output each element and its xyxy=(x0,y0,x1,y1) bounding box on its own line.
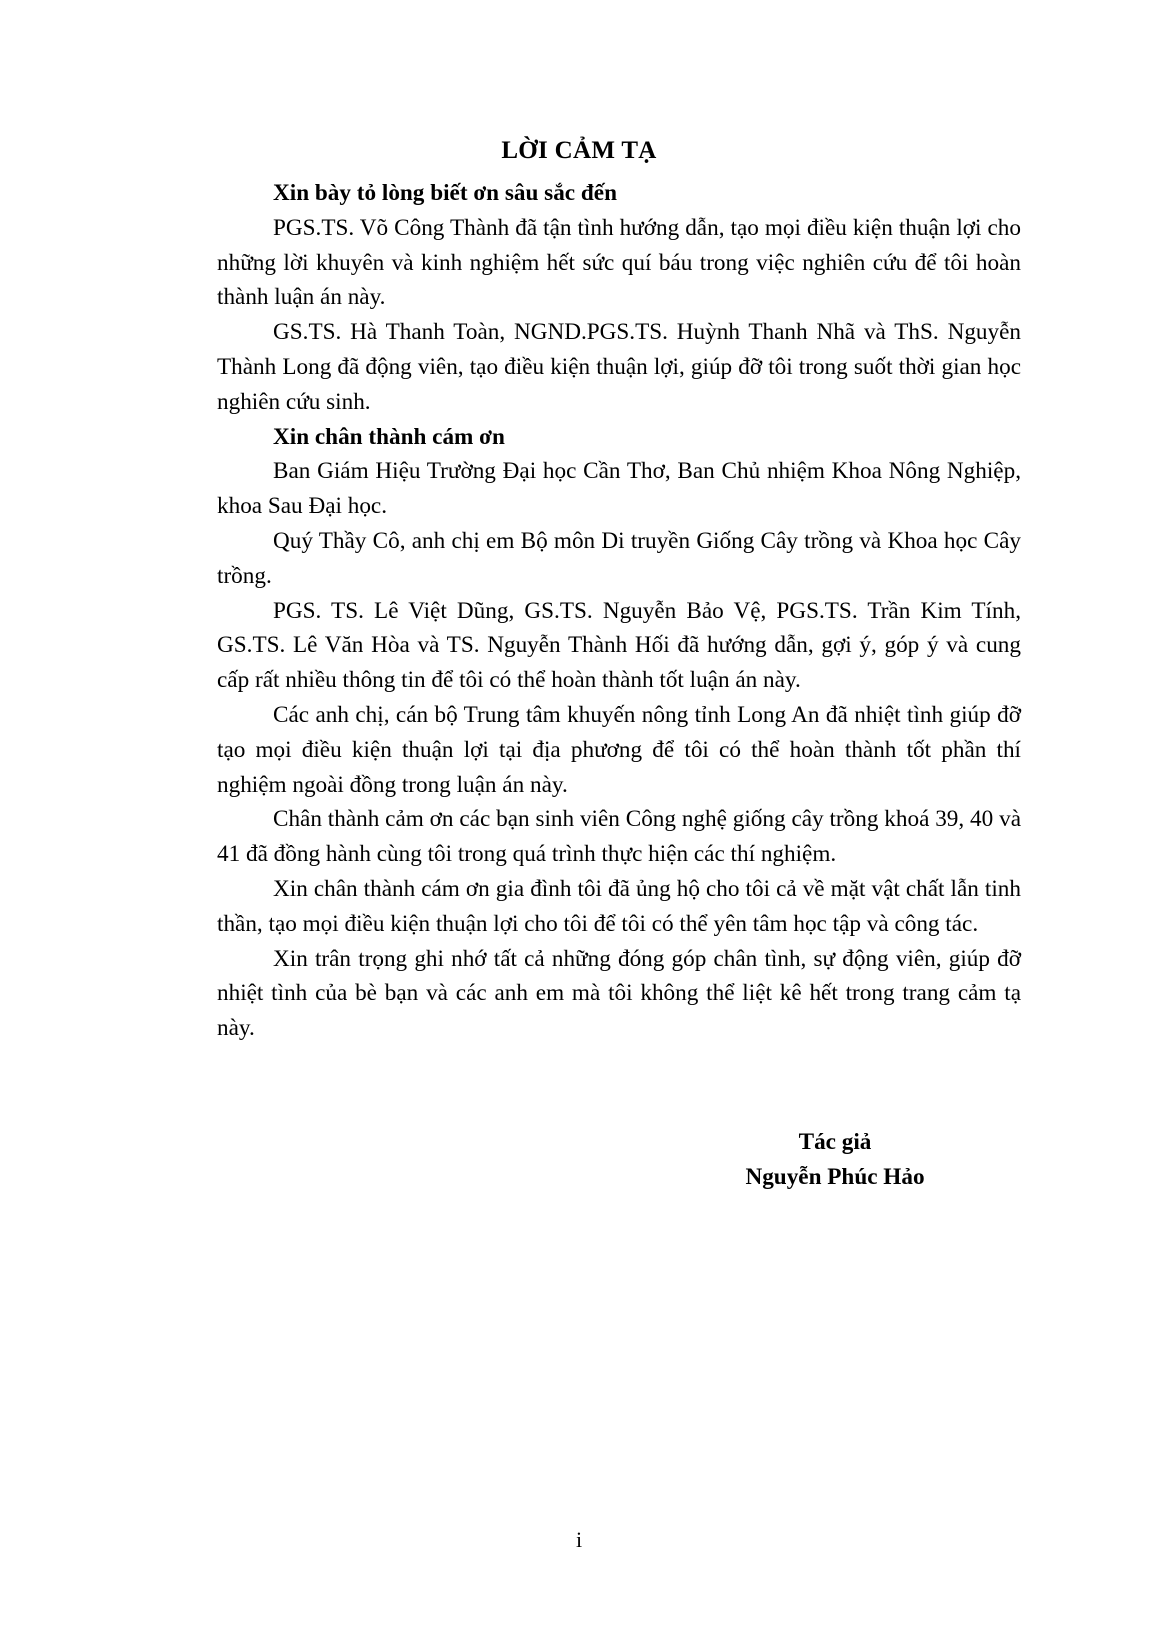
section-heading-gratitude: Xin bày tỏ lòng biết ơn sâu sắc đến xyxy=(273,180,617,206)
acknowledgement-body xyxy=(217,176,1021,1046)
paragraph-university: Ban Giám Hiệu Trường Đại học Cần Thơ, Ban Chủ nhiệm Khoa Nông Nghiệp, khoa Sau Đại học. xyxy=(217,458,1021,520)
paragraph-extension-center: Các anh chị, cán bộ Trung tâm khuyến nông tỉnh Long An đã nhiệt tình giúp đỡ tạo mọi điều kiện thuận lợi tại địa phương để tôi có thể hoàn thành tốt phần thí nghiệm ngoài đồng trong luận án này. xyxy=(217,701,1021,798)
paragraph-department: Quý Thầy Cô, anh chị em Bộ môn Di truyền Giống Cây trồng và Khoa học Cây trồng. xyxy=(217,527,1021,589)
paragraph-professors: PGS. TS. Lê Việt Dũng, GS.TS. Nguyễn Bảo Vệ, PGS.TS. Trần Kim Tính, GS.TS. Lê Văn Hòa và TS. Nguyễn Thành Hối đã hướng dẫn, gợi ý, góp ý và cung cấp rất nhiều thông tin để tôi có thể hoàn thành tốt luận án này. xyxy=(217,597,1021,694)
paragraph-advisor: PGS.TS. Võ Công Thành đã tận tình hướng dẫn, tạo mọi điều kiện thuận lợi cho những lời khuyên và kinh nghiệm hết sức quí báu trong việc nghiên cứu để tôi hoàn thành luận án này. xyxy=(217,214,1021,311)
signature-name: Nguyễn Phúc Hảo xyxy=(745,1164,925,1190)
section-heading-thanks: Xin chân thành cám ơn xyxy=(273,423,505,450)
paragraph-supporters: GS.TS. Hà Thanh Toàn, NGND.PGS.TS. Huỳnh Thanh Nhã và ThS. Nguyễn Thành Long đã động viên, tạo điều kiện thuận lợi, giúp đỡ tôi trong suốt thời gian học nghiên cứu sinh. xyxy=(217,319,1021,415)
page-title: LỜI CẢM TẠ xyxy=(501,137,657,164)
paragraph-friends: Xin trân trọng ghi nhớ tất cả những đóng góp chân tình, sự động viên, giúp đỡ nhiệt tình của bè bạn và các anh em mà tôi không thể liệt kê hết trong trang cảm tạ này. xyxy=(217,945,1021,1042)
signature-role: Tác giả xyxy=(798,1129,872,1155)
paragraph-family: Xin chân thành cám ơn gia đình tôi đã ủng hộ cho tôi cả về mặt vật chất lẫn tinh thần, tạo mọi điều kiện thuận lợi cho tôi để tôi có thể yên tâm học tập và công tác. xyxy=(217,875,1021,937)
page-number: i xyxy=(575,1527,583,1552)
paragraph-students: Chân thành cảm ơn các bạn sinh viên Công nghệ giống cây trồng khoá 39, 40 và 41 đã đồng hành cùng tôi trong quá trình thực hiện các thí nghiệm. xyxy=(217,806,1021,868)
